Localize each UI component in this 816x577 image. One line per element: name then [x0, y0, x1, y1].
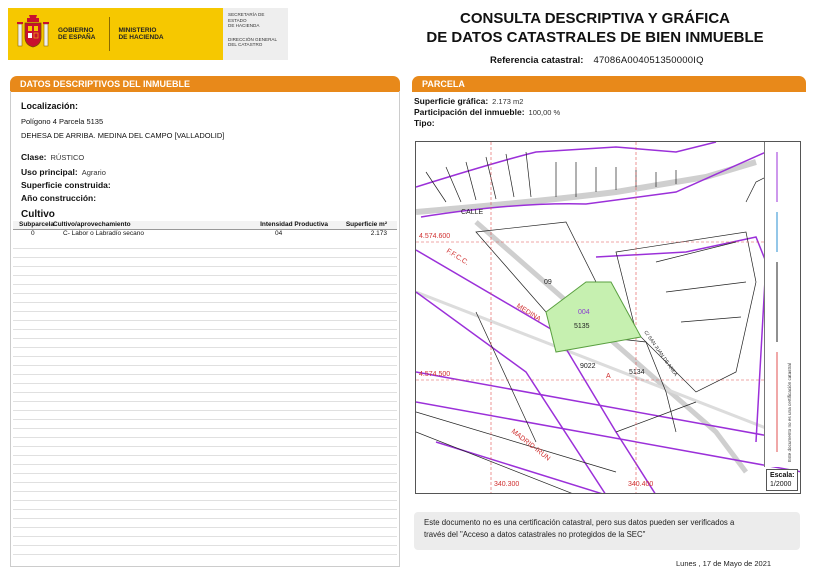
government-header	[8, 8, 288, 60]
map-scale: Escala: 1/2000	[766, 469, 798, 491]
ref-label: Referencia catastral:	[490, 55, 584, 66]
parcel-5134-label: 5134	[629, 369, 645, 376]
coord-y2-label: 4.574.500	[419, 371, 451, 378]
col-intensidad: Intensidad Productiva	[260, 221, 328, 228]
localizacion-line2: DEHESA DE ARRIBA. MEDINA DEL CAMPO [VALLADOLID]	[21, 131, 225, 140]
medina-label: MEDINA	[514, 302, 542, 324]
localizacion-label: Localización:	[21, 101, 79, 111]
coat-of-arms-icon	[16, 14, 50, 54]
letter-a-label: A	[606, 373, 611, 380]
cultivo-table	[13, 221, 397, 239]
san-juan-label: C/ SAN JUAN DE AREA	[642, 329, 679, 378]
parcel-004-label: 004	[578, 309, 590, 316]
document-title: CONSULTA DESCRIPTIVA Y GRÁFICA DE DATOS CATASTRALES DE BIEN INMUEBLE	[426, 10, 764, 46]
participacion-row: Participación del inmueble: 100,00 %	[414, 107, 561, 117]
direccion-name: DIRECCIÓN GENERAL DEL CATASTRO	[228, 36, 278, 48]
government-logo-band	[8, 8, 223, 60]
ffcc-label: F.F.C.C.	[444, 247, 470, 267]
parcel-5135-label: 5135	[574, 323, 590, 330]
cadastral-map	[415, 141, 801, 494]
col-cultivo: Cultivo/aprovechamiento	[53, 221, 131, 228]
map-drawing	[416, 142, 801, 494]
table-row	[13, 230, 397, 239]
col-superficie: Superficie m²	[345, 221, 387, 228]
parcela-info	[414, 96, 804, 129]
coord-x2-label: 340.400	[628, 481, 654, 488]
table-header	[13, 221, 397, 230]
cell-cultivo: C- Labor o Labradío secano	[63, 230, 144, 237]
descriptive-data-panel	[10, 91, 400, 567]
cell-superficie: 2.173	[370, 230, 387, 237]
cell-subparcela: 0	[31, 230, 35, 237]
coord-y1-label: 4.574.600	[419, 233, 451, 240]
government-name: GOBIERNO DE ESPAÑA	[58, 26, 96, 41]
cadastral-reference	[490, 55, 704, 66]
legend-text: Este documento no es una certificación catastral	[787, 363, 792, 462]
ministry-name: MINISTERIO DE HACIENDA	[118, 26, 164, 41]
descriptive-data-header: DATOS DESCRIPTIVOS DEL INMUEBLE	[10, 76, 400, 92]
uso-row: Uso principal: Agrario	[21, 167, 106, 177]
col-subparcela: Subparcela	[19, 221, 55, 228]
agency-band	[223, 8, 288, 60]
empty-table-rows	[13, 240, 397, 563]
parcela-header: PARCELA	[412, 76, 806, 92]
cultivo-title: Cultivo	[21, 209, 55, 220]
header-divider	[109, 17, 110, 51]
madrid-irun-label: MADRID-IRUN	[509, 428, 552, 463]
map-legend-strip	[764, 142, 800, 467]
calle-label: CALLE	[461, 209, 484, 216]
localizacion-line1: Polígono 4 Parcela 5135	[21, 117, 104, 126]
ref-value: 47086A004051350000IQ	[593, 55, 704, 66]
tipo-row: Tipo:	[414, 118, 435, 128]
cell-intensidad: 04	[275, 230, 283, 237]
parcel-9022-label: 9022	[580, 363, 596, 370]
anio-construccion-row: Año construcción:	[21, 193, 97, 203]
document-date: Lunes , 17 de Mayo de 2021	[676, 559, 772, 568]
sup-grafica-row: Superficie gráfica: 2.173 m2	[414, 96, 524, 106]
coord-x1-label: 340.300	[494, 481, 520, 488]
verification-notice: Este documento no es una certificación catastral, pero sus datos pueden ser verificados a través del "Acceso a datos catastrales no protegidos de la SEC"	[414, 512, 800, 550]
secretaria-name: SECRETARÍA DE ESTADO DE HACIENDA	[228, 12, 265, 29]
parcel-09-label: 09	[544, 279, 552, 286]
clase-row: Clase: RÚSTICO	[21, 152, 85, 162]
superficie-construida-row: Superficie construida:	[21, 180, 111, 190]
